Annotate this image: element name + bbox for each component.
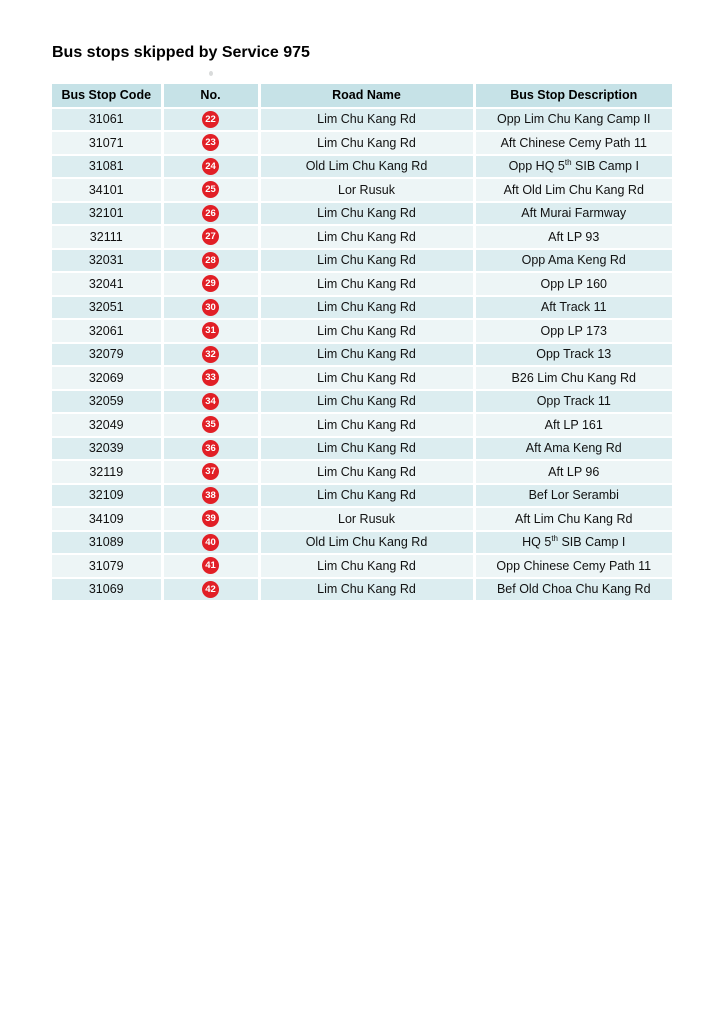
- table-row: [52, 296, 672, 320]
- stop-number-badge: 27: [202, 228, 219, 245]
- description-cell: Opp Chinese Cemy Path 11: [474, 554, 672, 578]
- bus-stop-code-cell: 34109: [52, 507, 162, 531]
- stop-number-badge: 33: [202, 369, 219, 386]
- table-row: [52, 155, 672, 179]
- stop-number-cell: [162, 108, 259, 132]
- road-name-cell: Lim Chu Kang Rd: [259, 131, 474, 155]
- road-name-cell: Lim Chu Kang Rd: [259, 108, 474, 132]
- description-cell: Aft Ama Keng Rd: [474, 437, 672, 461]
- stop-number-cell: [162, 343, 259, 367]
- road-name-cell: Lim Chu Kang Rd: [259, 343, 474, 367]
- stop-number-cell: [162, 413, 259, 437]
- stop-number-cell: [162, 507, 259, 531]
- bus-stop-code-cell: 31081: [52, 155, 162, 179]
- road-name-cell: Lim Chu Kang Rd: [259, 460, 474, 484]
- bus-stop-code-cell: 32059: [52, 390, 162, 414]
- stop-number-badge: 28: [202, 252, 219, 269]
- stop-number-cell: [162, 366, 259, 390]
- bus-stop-code-cell: 32051: [52, 296, 162, 320]
- stop-number-cell: [162, 531, 259, 555]
- stop-number-badge: 40: [202, 534, 219, 551]
- stop-number-cell: [162, 131, 259, 155]
- stop-number-cell: [162, 390, 259, 414]
- bus-stop-code-cell: 32101: [52, 202, 162, 226]
- stop-number-badge: 41: [202, 557, 219, 574]
- stop-number-cell: [162, 178, 259, 202]
- table-row: [52, 366, 672, 390]
- road-name-cell: Old Lim Chu Kang Rd: [259, 155, 474, 179]
- stop-number-badge: 24: [202, 158, 219, 175]
- table-row: [52, 484, 672, 508]
- description-cell: HQ 5th SIB Camp I: [474, 531, 672, 555]
- table-row: [52, 249, 672, 273]
- road-name-cell: Lim Chu Kang Rd: [259, 272, 474, 296]
- bus-stop-code-cell: 31071: [52, 131, 162, 155]
- table-row: [52, 578, 672, 602]
- description-cell: Opp HQ 5th SIB Camp I: [474, 155, 672, 179]
- stop-number-cell: [162, 296, 259, 320]
- road-name-cell: Lim Chu Kang Rd: [259, 437, 474, 461]
- stop-number-cell: [162, 578, 259, 602]
- smudge-artifact: [209, 71, 213, 76]
- table-row: [52, 131, 672, 155]
- stop-number-badge: 31: [202, 322, 219, 339]
- stop-number-cell: [162, 437, 259, 461]
- description-cell: Opp LP 160: [474, 272, 672, 296]
- stop-number-cell: [162, 155, 259, 179]
- road-name-cell: Lim Chu Kang Rd: [259, 390, 474, 414]
- table-row: [52, 531, 672, 555]
- description-cell: Opp Track 13: [474, 343, 672, 367]
- road-name-cell: Lim Chu Kang Rd: [259, 366, 474, 390]
- stop-number-badge: 42: [202, 581, 219, 598]
- road-name-cell: Lim Chu Kang Rd: [259, 578, 474, 602]
- table-row: [52, 202, 672, 226]
- description-cell: Aft LP 96: [474, 460, 672, 484]
- stop-number-badge: 38: [202, 487, 219, 504]
- stop-number-badge: 30: [202, 299, 219, 316]
- road-name-cell: Lim Chu Kang Rd: [259, 249, 474, 273]
- description-cell: Aft Track 11: [474, 296, 672, 320]
- bus-stop-code-cell: 32041: [52, 272, 162, 296]
- road-name-cell: Lim Chu Kang Rd: [259, 554, 474, 578]
- column-header-no: No.: [162, 84, 259, 108]
- bus-stop-code-cell: 31079: [52, 554, 162, 578]
- table-row: [52, 319, 672, 343]
- stop-number-cell: [162, 225, 259, 249]
- ordinal-superscript: th: [564, 157, 572, 167]
- description-cell: Opp Track 11: [474, 390, 672, 414]
- column-header-description: Bus Stop Description: [474, 84, 672, 108]
- stop-number-badge: 22: [202, 111, 219, 128]
- road-name-cell: Old Lim Chu Kang Rd: [259, 531, 474, 555]
- table-row: [52, 437, 672, 461]
- stop-number-cell: [162, 484, 259, 508]
- bus-stop-code-cell: 34101: [52, 178, 162, 202]
- table-body: [52, 108, 672, 602]
- road-name-cell: Lim Chu Kang Rd: [259, 202, 474, 226]
- page-title: Bus stops skipped by Service 975: [52, 44, 310, 61]
- description-cell: Aft Chinese Cemy Path 11: [474, 131, 672, 155]
- description-cell: Aft Lim Chu Kang Rd: [474, 507, 672, 531]
- bus-stop-code-cell: 32049: [52, 413, 162, 437]
- stop-number-badge: 32: [202, 346, 219, 363]
- stop-number-cell: [162, 272, 259, 296]
- table-row: [52, 507, 672, 531]
- table-row: [52, 343, 672, 367]
- column-header-road-name: Road Name: [259, 84, 474, 108]
- table-row: [52, 225, 672, 249]
- table-row: [52, 272, 672, 296]
- stop-number-cell: [162, 202, 259, 226]
- table-row: [52, 178, 672, 202]
- bus-stop-code-cell: 32079: [52, 343, 162, 367]
- table-row: [52, 108, 672, 132]
- bus-stop-code-cell: 31061: [52, 108, 162, 132]
- bus-stop-code-cell: 32031: [52, 249, 162, 273]
- road-name-cell: Lim Chu Kang Rd: [259, 484, 474, 508]
- description-cell: Aft Murai Farmway: [474, 202, 672, 226]
- description-cell: Aft LP 93: [474, 225, 672, 249]
- stop-number-badge: 35: [202, 416, 219, 433]
- road-name-cell: Lim Chu Kang Rd: [259, 319, 474, 343]
- stop-number-cell: [162, 460, 259, 484]
- description-cell: Bef Lor Serambi: [474, 484, 672, 508]
- bus-stops-table: [52, 84, 672, 602]
- description-cell: Aft Old Lim Chu Kang Rd: [474, 178, 672, 202]
- road-name-cell: Lim Chu Kang Rd: [259, 296, 474, 320]
- bus-stop-code-cell: 32039: [52, 437, 162, 461]
- bus-stop-code-cell: 31069: [52, 578, 162, 602]
- ordinal-superscript: th: [551, 533, 558, 543]
- bus-stop-code-cell: 32111: [52, 225, 162, 249]
- stop-number-cell: [162, 319, 259, 343]
- stop-number-badge: 39: [202, 510, 219, 527]
- table-row: [52, 460, 672, 484]
- description-cell: B26 Lim Chu Kang Rd: [474, 366, 672, 390]
- stop-number-badge: 29: [202, 275, 219, 292]
- road-name-cell: Lim Chu Kang Rd: [259, 225, 474, 249]
- column-header-bus-stop-code: Bus Stop Code: [52, 84, 162, 108]
- stop-number-badge: 23: [202, 134, 219, 151]
- bus-stop-code-cell: 32061: [52, 319, 162, 343]
- stop-number-cell: [162, 554, 259, 578]
- stop-number-badge: 36: [202, 440, 219, 457]
- description-cell: Aft LP 161: [474, 413, 672, 437]
- stop-number-badge: 34: [202, 393, 219, 410]
- table-row: [52, 554, 672, 578]
- description-cell: Bef Old Choa Chu Kang Rd: [474, 578, 672, 602]
- bus-stop-code-cell: 32109: [52, 484, 162, 508]
- stop-number-cell: [162, 249, 259, 273]
- road-name-cell: Lor Rusuk: [259, 507, 474, 531]
- description-cell: Opp LP 173: [474, 319, 672, 343]
- bus-stop-code-cell: 32119: [52, 460, 162, 484]
- stop-number-badge: 37: [202, 463, 219, 480]
- stop-number-badge: 25: [202, 181, 219, 198]
- stop-number-badge: 26: [202, 205, 219, 222]
- road-name-cell: Lor Rusuk: [259, 178, 474, 202]
- description-cell: Opp Ama Keng Rd: [474, 249, 672, 273]
- bus-stop-code-cell: 31089: [52, 531, 162, 555]
- road-name-cell: Lim Chu Kang Rd: [259, 413, 474, 437]
- table-header-row: [52, 84, 672, 108]
- bus-stop-code-cell: 32069: [52, 366, 162, 390]
- description-cell: Opp Lim Chu Kang Camp II: [474, 108, 672, 132]
- table-row: [52, 413, 672, 437]
- table-row: [52, 390, 672, 414]
